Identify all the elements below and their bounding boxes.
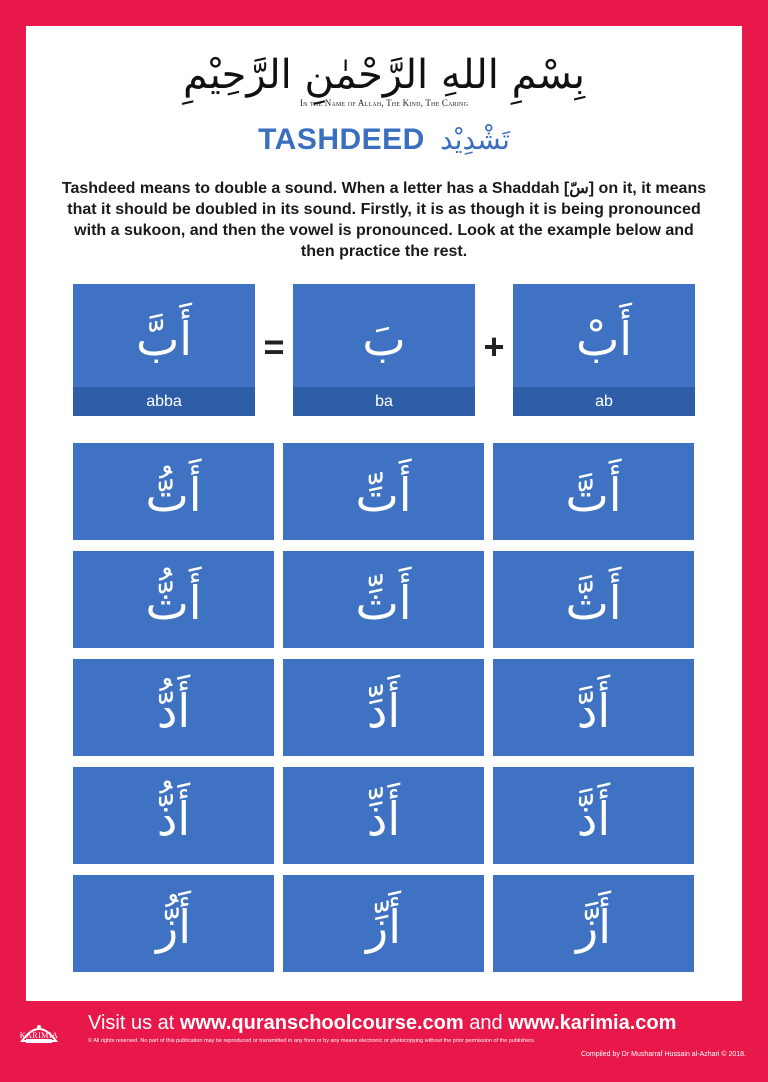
practice-tile: أَدَّ [493, 659, 694, 756]
compiled-by: Compiled by Dr Musharraf Hussain al-Azhari © 2018. [580, 1051, 746, 1058]
visit-and: and [463, 1012, 509, 1034]
example-first-translit: ab [513, 387, 695, 416]
practice-tile: أَتِّ [283, 443, 484, 540]
practice-tile: أَثُّ [73, 551, 274, 648]
copyright-notice: © All rights reserved. No part of this publication may be reproduced or transmitted in any form or by any means electronic or photocopying without the prior permission of the publishers. [88, 1038, 536, 1044]
intro-paragraph: Tashdeed means to double a sound. When a letter has a Shaddah [سّ] on it, it means that it should be doubled in its sound. Firstly, it is as though it is being pronounced with a sukoon, and then the vowel is pronounced. Look at the example below and then practice the rest. [61, 180, 707, 260]
worksheet-page [26, 26, 742, 1001]
example-result-arabic: أَبَّ [135, 312, 193, 366]
practice-tile: أَدِّ [283, 659, 484, 756]
practice-tile: أَزِّ [283, 875, 484, 972]
title-arabic: تَشْدِيْد [439, 123, 510, 156]
bismillah-calligraphy: بِسْمِ اللهِ الرَّحْمٰنِ الرَّحِيْمِ [182, 52, 586, 98]
example-first-arabic: أَبْ [575, 312, 633, 366]
example-middle-translit: ba [293, 387, 475, 416]
example-middle-tile [293, 284, 475, 416]
practice-tile: أَتُّ [73, 443, 274, 540]
practice-tile: أَذَّ [493, 767, 694, 864]
bismillah-translation: In the Name of Allah, The Kind, The Caring [299, 98, 469, 108]
footer [0, 1001, 768, 1082]
plus-sign: + [483, 326, 505, 367]
example-first-tile [513, 284, 695, 416]
practice-tile: أَثَّ [493, 551, 694, 648]
logo-wordmark: KARIMIA [19, 1031, 59, 1040]
site-link-karimia[interactable]: www.karimia.com [508, 1012, 677, 1034]
example-result-translit: abba [73, 387, 255, 416]
practice-tile: أَذُّ [73, 767, 274, 864]
visit-line [88, 1012, 676, 1035]
title-english: TASHDEED [258, 123, 425, 156]
practice-tile: أَزُّ [73, 875, 274, 972]
practice-tile: أَزَّ [493, 875, 694, 972]
page-title [26, 118, 742, 162]
example-result-tile [73, 284, 255, 416]
site-link-quranschool[interactable]: www.quranschoolcourse.com [179, 1012, 464, 1034]
equals-sign: = [263, 326, 285, 367]
practice-tile: أَدُّ [73, 659, 274, 756]
visit-prefix: Visit us at [88, 1012, 180, 1034]
example-middle-arabic: بَ [362, 312, 406, 366]
practice-tile: أَذِّ [283, 767, 484, 864]
practice-tile: أَتَّ [493, 443, 694, 540]
practice-tile: أَثِّ [283, 551, 484, 648]
